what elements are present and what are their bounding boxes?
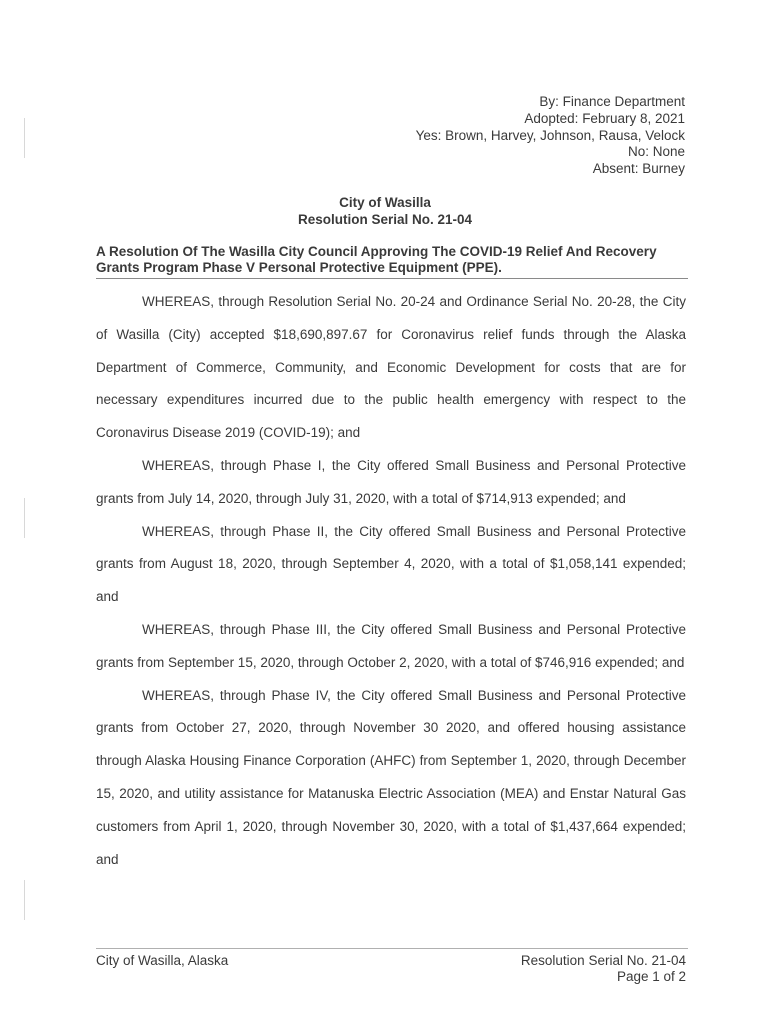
title-underline	[96, 278, 688, 279]
city-name: City of Wasilla	[339, 195, 431, 210]
scan-edge-mark	[24, 880, 25, 920]
whereas-paragraph: WHEREAS, through Phase II, the City offered Small Business and Personal Protective grants from August 18, 2020, through September 4, 2020, with a total of $1,058,141 expended; and	[96, 523, 686, 605]
adoption-info	[416, 94, 685, 178]
resolution-title: A Resolution Of The Wasilla City Council Approving The COVID-19 Relief And Recovery Grants Program Phase V Personal Protective Equipment (PPE).	[96, 244, 657, 275]
absent-members: Absent: Burney	[592, 161, 685, 177]
page-number: Page 1 of 2	[616, 969, 686, 984]
scan-edge-mark	[24, 118, 25, 158]
whereas-paragraph: WHEREAS, through Resolution Serial No. 20-24 and Ordinance Serial No. 20-28, the City of Wasilla (City) accepted $18,690,897.67 for Coronavirus relief funds through the Alaska Department of Commerce, Community, and Economic Development for costs that are for necessary expenditures incurred due to the public health emergency with respect to the Coronavirus Disease 2019 (COVID-19); and	[96, 294, 686, 441]
adopted-date: Adopted: February 8, 2021	[524, 110, 685, 126]
whereas-paragraph: WHEREAS, through Phase III, the City offered Small Business and Personal Protective grants from September 15, 2020, through October 2, 2020, with a total of $746,916 expended; and	[96, 621, 686, 670]
whereas-paragraph: WHEREAS, through Phase I, the City offered Small Business and Personal Protective grants from July 14, 2020, through July 31, 2020, with a total of $714,913 expended; and	[96, 457, 686, 506]
footer-rule	[96, 948, 688, 949]
no-votes: No: None	[627, 144, 685, 160]
footer-city: City of Wasilla, Alaska	[96, 953, 229, 968]
footer-serial: Resolution Serial No. 21-04	[520, 953, 686, 968]
document-title	[0, 194, 770, 228]
footer-info	[521, 953, 686, 985]
scan-edge-mark	[24, 498, 25, 538]
yes-votes: Yes: Brown, Harvey, Johnson, Rausa, Velock	[415, 127, 685, 143]
resolution-serial: Resolution Serial No. 21-04	[297, 212, 473, 227]
whereas-paragraph: WHEREAS, through Phase IV, the City offered Small Business and Personal Protective grants from October 27, 2020, through November 30 2020, and offered housing assistance through Alaska Housing Finance Corporation (AHFC) from September 1, 2020, through December 15, 2020, and utility assistance for Matanuska Electric Association (MEA) and Enstar Natural Gas customers from April 1, 2020, through November 30, 2020, with a total of $1,437,664 expended; and	[96, 687, 686, 867]
prepared-by: By: Finance Department	[539, 94, 685, 109]
resolution-body	[96, 286, 686, 876]
